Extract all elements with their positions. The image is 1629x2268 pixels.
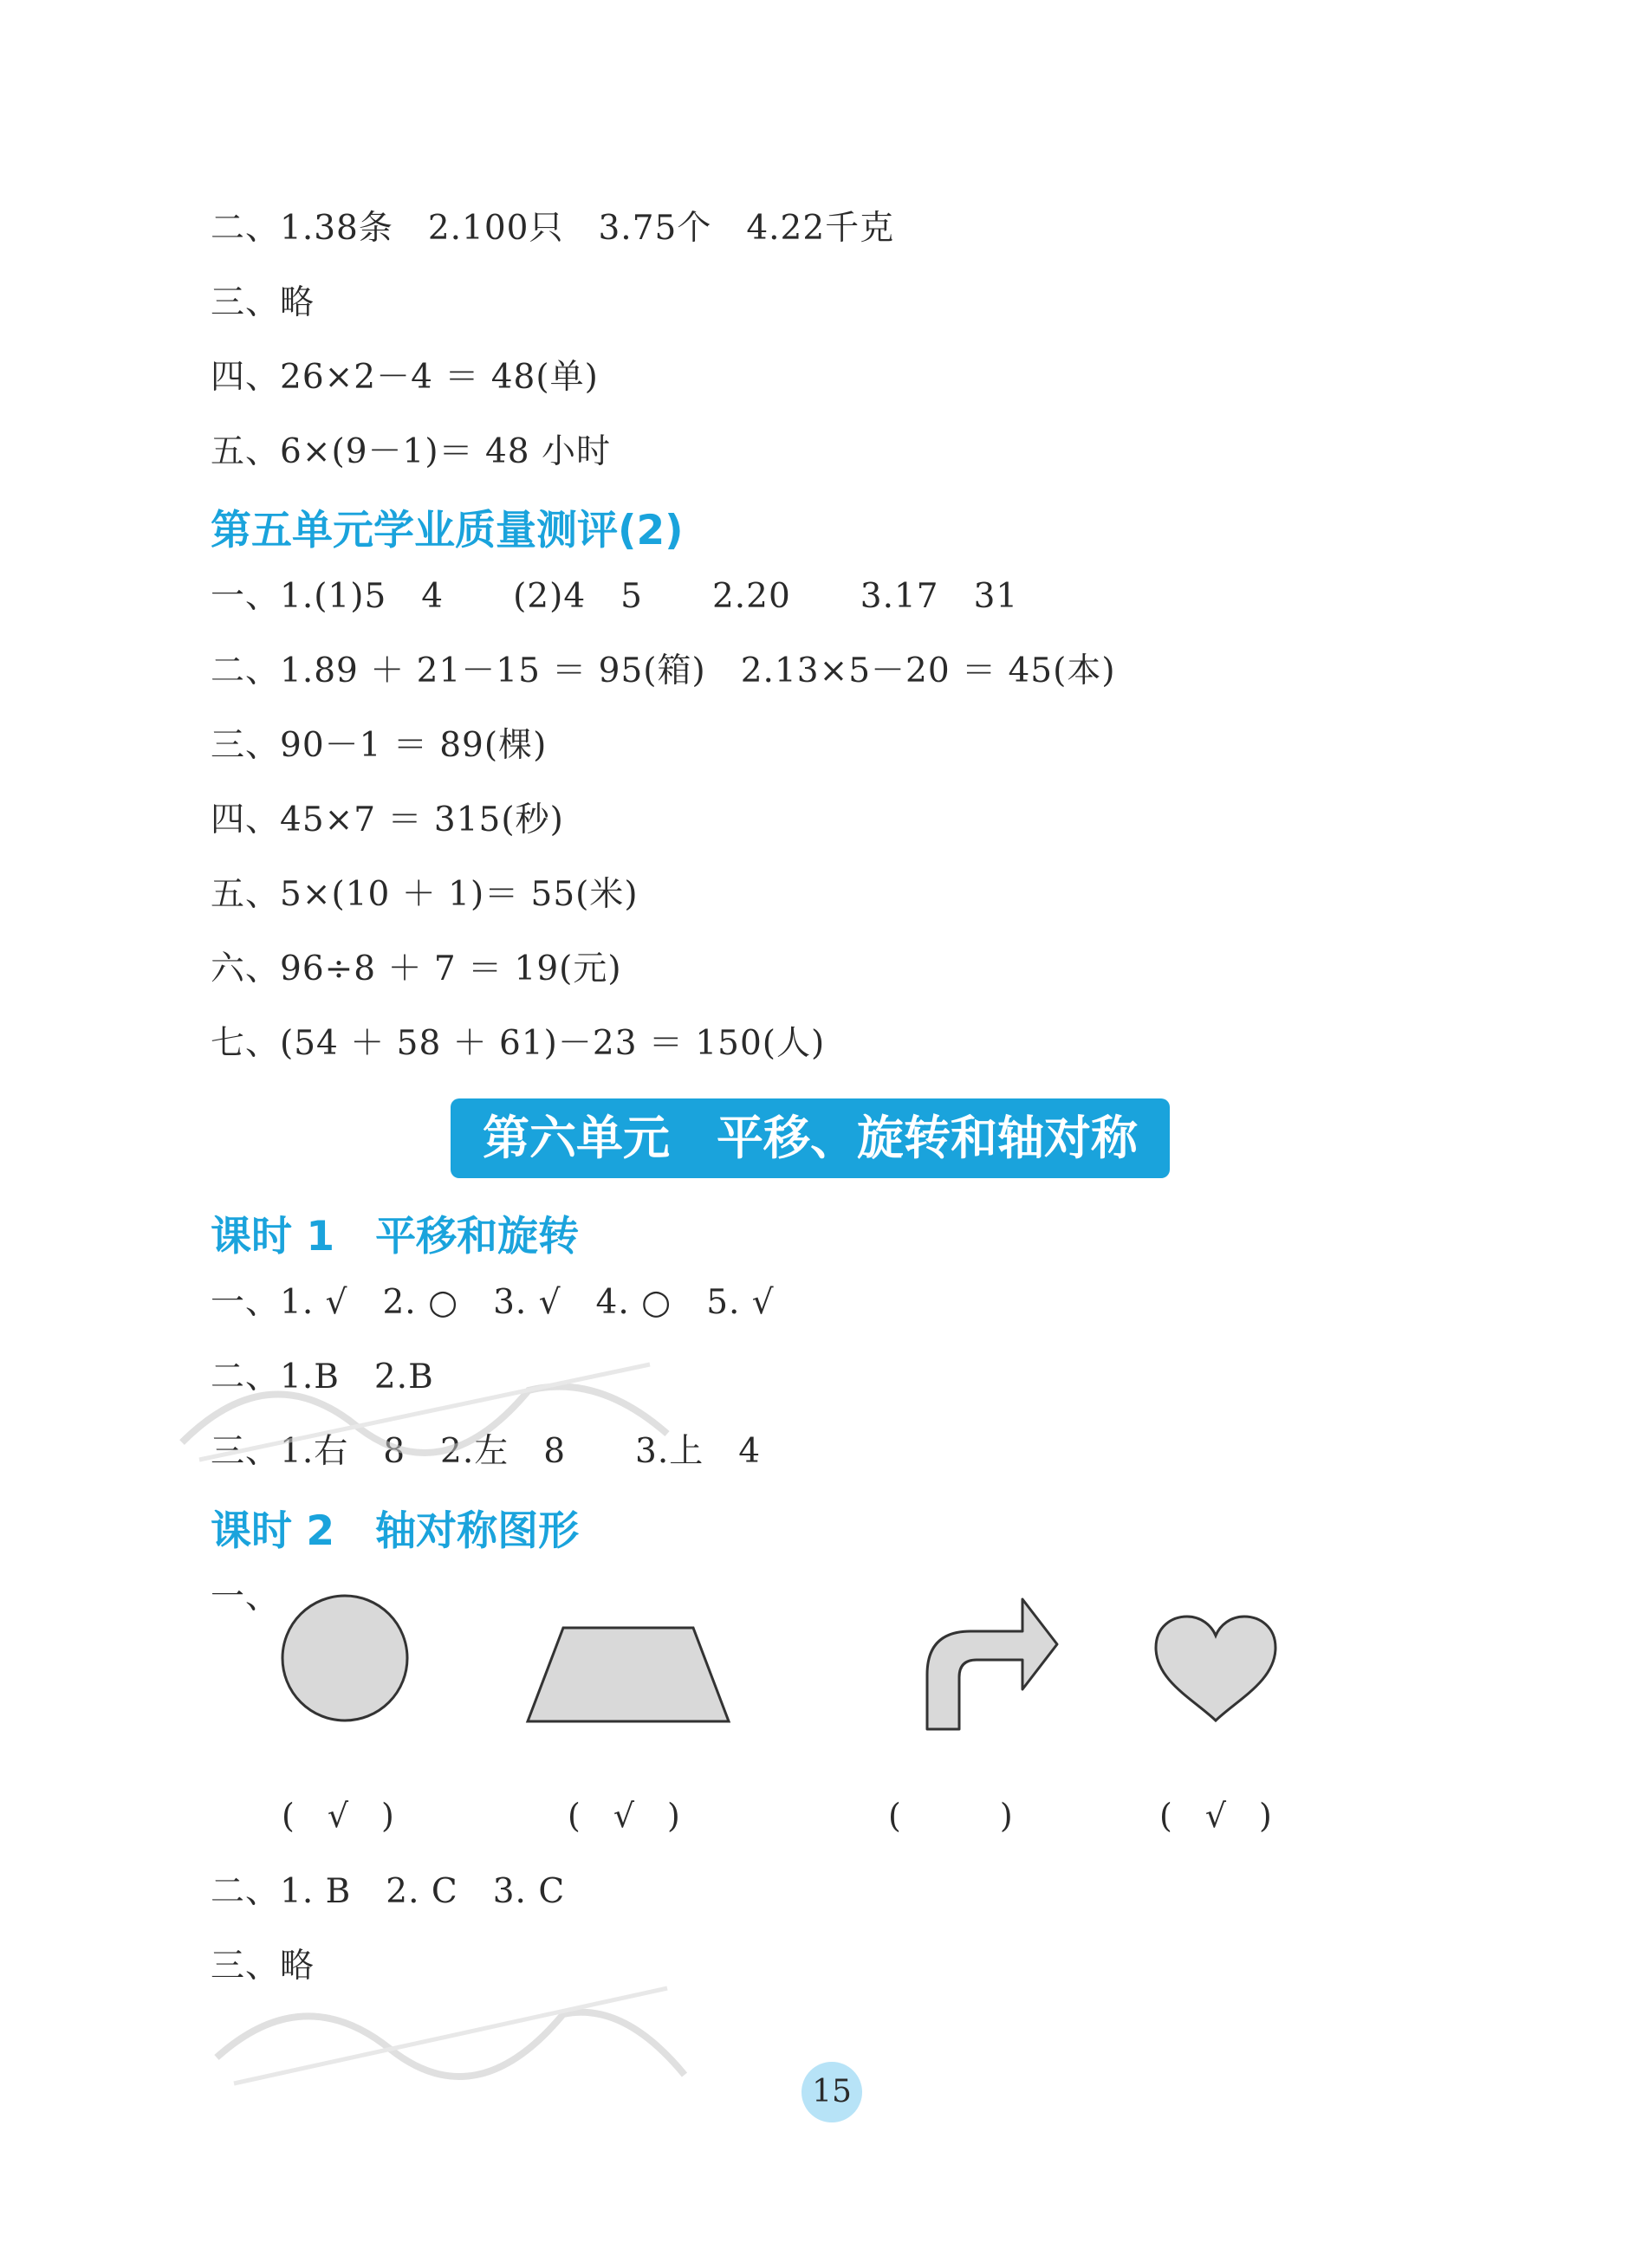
unit-banner: 第六单元 平移、旋转和轴对称 [451, 1098, 1170, 1178]
answer-line: 二、1. B 2. C 3. C [211, 1872, 566, 1911]
answer-line: 二、1.89 ＋ 21－15 ＝ 95(箱) 2.13×5－20 ＝ 45(本) [211, 651, 1116, 690]
circle-shape-icon [279, 1592, 411, 1724]
answer-line: 五、6×(9－1)＝ 48 小时 [211, 432, 611, 471]
answer-line: 四、26×2－4 ＝ 48(单) [211, 358, 599, 397]
answer-line: 三、90－1 ＝ 89(棵) [211, 726, 548, 765]
lesson-heading: 课时 2 轴对称图形 [211, 1507, 580, 1555]
answer-line: 三、略 [211, 1947, 315, 1986]
answer-line: 一、1. √ 2. ○ 3. √ 4. ○ 5. √ [211, 1283, 775, 1322]
section-heading: 第五单元学业质量测评(2) [211, 507, 684, 554]
shape-answer: ( ) [888, 1797, 1013, 1835]
answer-line: 三、1.右 8 2.左 8 3.上 4 [211, 1432, 762, 1471]
answer-line: 四、45×7 ＝ 315(秒) [211, 800, 564, 839]
watermark-icon [165, 1338, 685, 1477]
watermark-icon [208, 1954, 693, 2101]
shape-answer: ( √ ) [1159, 1797, 1272, 1835]
shape-answer: ( √ ) [568, 1797, 680, 1835]
answer-line: 二、1.B 2.B [211, 1358, 434, 1396]
bent-arrow-shape-icon [923, 1592, 1061, 1733]
page-number: 15 [802, 2062, 862, 2122]
trapezoid-shape-icon [524, 1624, 732, 1725]
question-label: 一、 [211, 1578, 281, 1617]
answer-line: 六、96÷8 ＋ 7 ＝ 19(元) [211, 949, 622, 988]
lesson-heading: 课时 1 平移和旋转 [211, 1213, 580, 1260]
answer-line: 七、(54 ＋ 58 ＋ 61)－23 ＝ 150(人) [211, 1024, 826, 1063]
shape-answer: ( √ ) [282, 1797, 394, 1835]
answer-line: 一、1.(1)5 4 (2)4 5 2.20 3.17 31 [211, 577, 1019, 616]
answer-line: 二、1.38条 2.100只 3.75个 4.22千克 [211, 209, 895, 248]
heart-shape-icon [1151, 1613, 1281, 1726]
answer-line: 三、略 [211, 283, 315, 322]
answer-line: 五、5×(10 ＋ 1)＝ 55(米) [211, 875, 639, 914]
